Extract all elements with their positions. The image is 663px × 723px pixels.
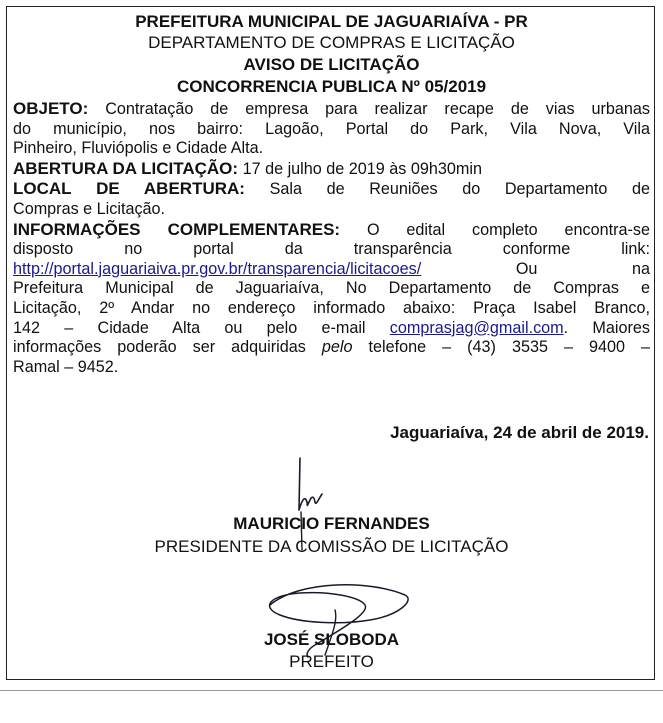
- local-text-1: Sala de Reuniões do Departamento de: [269, 180, 651, 199]
- abertura-line: [13, 159, 650, 180]
- info-text-1: O edital completo encontra-se: [366, 220, 650, 239]
- header-notice-title: AVISO DE LICITAÇÃO: [243, 55, 420, 74]
- objeto-line-3: Pinheiro, Fluviópolis e Cidade Alta.: [13, 139, 264, 158]
- abertura-text: 17 de julho de 2019 às 09h30min: [242, 159, 482, 178]
- info-text-7-tail: telefone – (43) 3535 – 9400 –: [368, 338, 651, 357]
- header-department: DEPARTAMENTO DE COMPRAS E LICITAÇÃO: [148, 33, 515, 52]
- date-line: Jaguariaíva, 24 de abril de 2019.: [390, 423, 649, 442]
- objeto-line-1: [13, 99, 650, 120]
- info-text-3-tail: Ou na: [515, 259, 650, 278]
- objeto-line-2: do município, nos bairro: Lagoão, Portal do Park, Vila Nova, Vila: [13, 119, 650, 138]
- info-line-3: [13, 260, 650, 280]
- local-line-1: [13, 179, 650, 200]
- signatory-1-name: MAURICIO FERNANDES: [233, 514, 430, 533]
- objeto-label: OBJETO:: [13, 99, 89, 118]
- info-label: INFORMAÇÕES COMPLEMENTARES:: [13, 219, 341, 239]
- info-line-8: Ramal – 9452.: [13, 357, 119, 376]
- header-bid-number: CONCORRENCIA PUBLICA Nº 05/2019: [176, 77, 487, 96]
- info-line-1: [13, 220, 650, 241]
- header-municipality: PREFEITURA MUNICIPAL DE JAGUARIAÍVA - PR: [135, 12, 528, 31]
- info-text-7-head: informações poderão ser adquiridas: [13, 338, 306, 357]
- objeto-text-1: Contratação de empresa para realizar recape de vias urbanas: [105, 100, 650, 118]
- info-line-6: [13, 319, 650, 339]
- info-text-6-tail: . Maiores: [563, 318, 650, 337]
- info-line-2: disposto no portal da transparência conforme link:: [13, 240, 650, 259]
- signatory-2-name: JOSÉ SLOBODA: [263, 630, 400, 649]
- scan-bottom-edge: [0, 690, 663, 691]
- local-label: LOCAL DE ABERTURA:: [13, 179, 245, 199]
- signatory-2-title: PREFEITO: [289, 652, 374, 671]
- info-line-4: Prefeitura Municipal de Jaguariaíva, No Departamento de Compras e: [13, 279, 650, 298]
- transparency-portal-link[interactable]: http://portal.jaguariaiva.pr.gov.br/transparencia/licitacoes/: [13, 259, 422, 278]
- info-line-5: Licitação, 2º Andar no endereço informado abaixo: Praça Isabel Branco,: [13, 298, 650, 317]
- signatory-1-title: PRESIDENTE DA COMISSÃO DE LICITAÇÃO: [154, 537, 509, 556]
- info-text-6-head: 142 – Cidade Alta ou pelo e-mail: [13, 318, 366, 337]
- email-link[interactable]: comprasjag@gmail.com: [389, 318, 564, 337]
- abertura-label: ABERTURA DA LICITAÇÃO:: [13, 158, 239, 178]
- local-line-2: Compras e Licitação.: [13, 199, 166, 218]
- info-text-7-italic: pelo: [321, 338, 353, 357]
- info-line-7: [13, 338, 650, 358]
- notice-body: [13, 99, 650, 377]
